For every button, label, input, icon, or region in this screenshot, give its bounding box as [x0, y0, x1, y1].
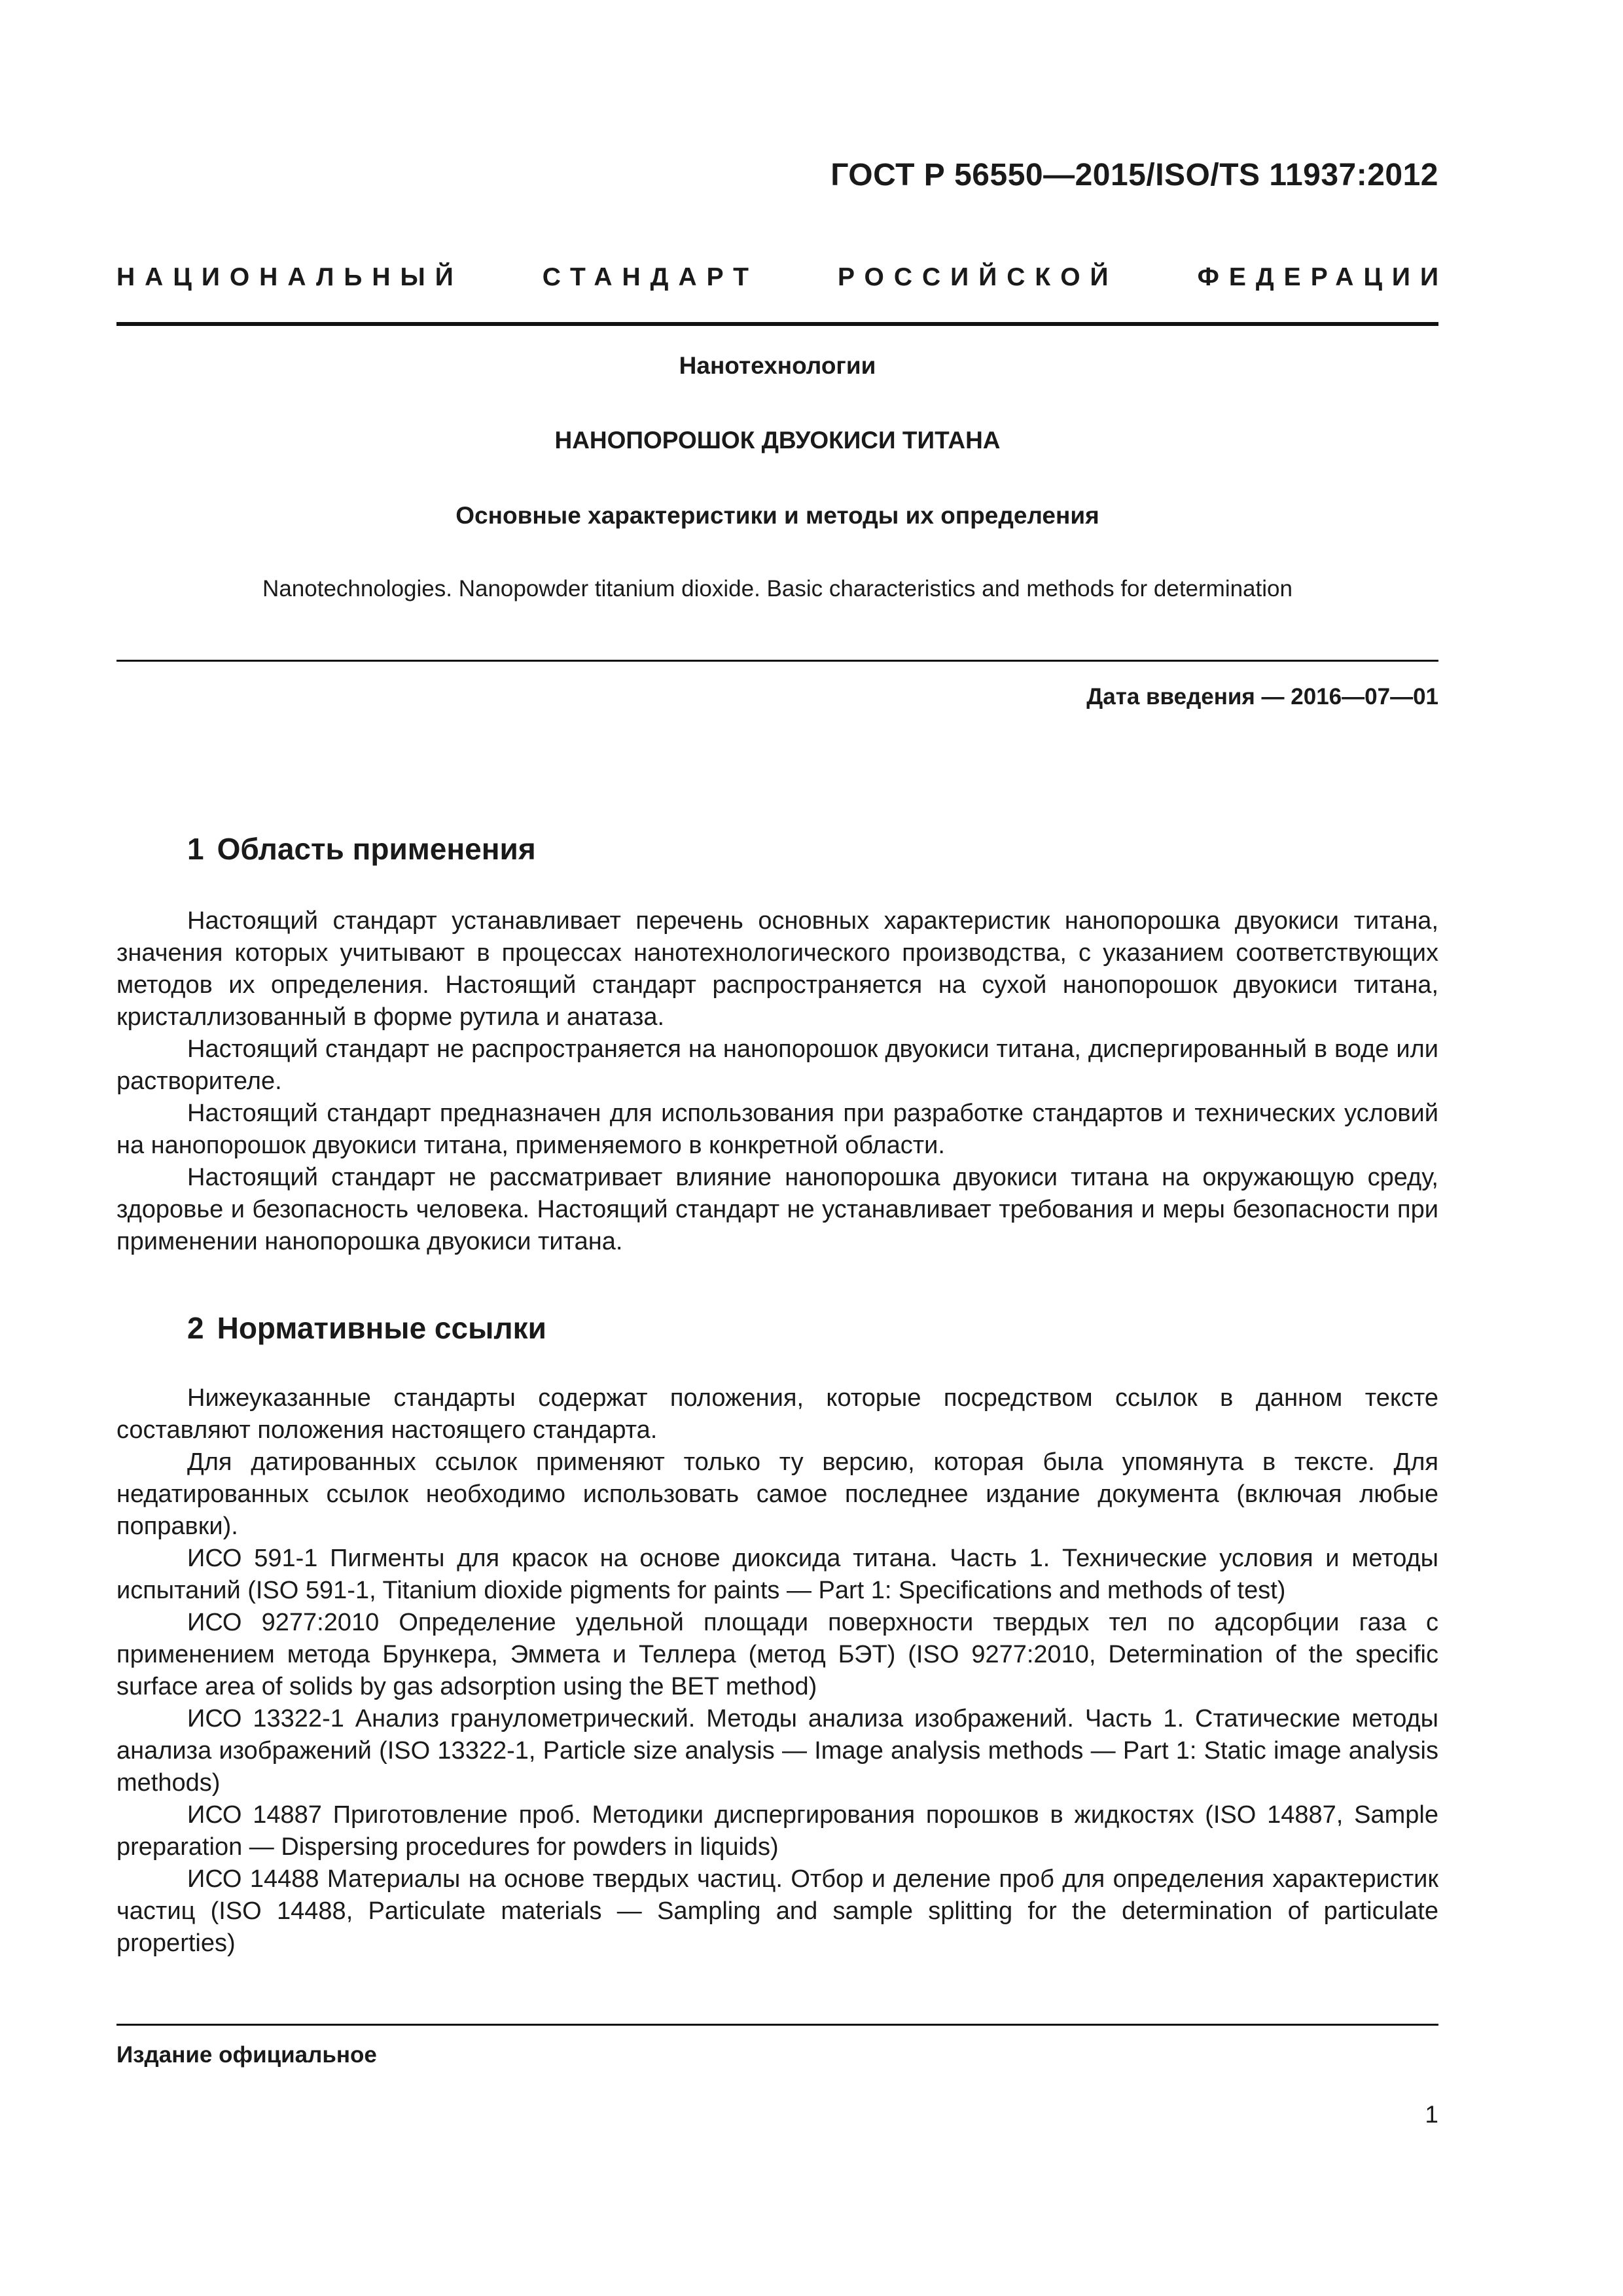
paragraph: Нижеуказанные стандарты содержат положения, которые посредством ссылок в данном тексте составляют положения настоящего стандарта.	[116, 1384, 1438, 1444]
page-number: 1	[1425, 2101, 1438, 2128]
section-heading-scope	[187, 831, 536, 867]
document-subtitle: Основные характеристики и методы их определения	[455, 502, 1099, 529]
reference-item: ИСО 13322-1 Анализ гранулометрический. Методы анализа изображений. Часть 1. Статические методы анализа изображений (ISO 13322-1, Particle size analysis — Image analysis methods — Part 1: Static image analysis methods)	[116, 1705, 1438, 1797]
paragraph: Настоящий стандарт устанавливает перечень основных характеристик нанопорошка двуокиси титана, значения которых учитывают в процессах нанотехнологического производства, с указанием соответствующих методов их определения. Настоящий стандарт распространяется на сухой нанопорошок двуокиси титана, кристаллизованный в форме рутила и анатаза.	[116, 907, 1438, 1031]
section-number: 2	[187, 1311, 204, 1345]
document-title: НАНОПОРОШОК ДВУОКИСИ ТИТАНА	[554, 427, 1001, 454]
paragraph: Настоящий стандарт не рассматривает влияние нанопорошка двуокиси титана на окружающую среду, здоровье и безопасность человека. Настоящий стандарт не устанавливает требования и меры безопасности при применении нанопорошка двуокиси титана.	[116, 1164, 1438, 1255]
section-heading-references	[187, 1310, 546, 1346]
national-word: РОССИЙСКОЙ	[838, 263, 1118, 291]
footer-divider	[116, 2024, 1438, 2026]
paragraph: Для датированных ссылок применяют только ту версию, которая была упомянута в тексте. Для недатированных ссылок необходимо использовать самое последнее издание документа (включая любые поправки).	[116, 1448, 1438, 1540]
section-number: 1	[187, 832, 204, 866]
paragraph: Настоящий стандарт предназначен для использования при разработке стандартов и технических условий на нанопорошок двуокиси титана, применяемого в конкретной области.	[116, 1100, 1438, 1159]
document-title-english: Nanotechnologies. Nanopowder titanium dioxide. Basic characteristics and methods for determination	[262, 576, 1293, 601]
section-body-references	[116, 1382, 1438, 1960]
reference-item: ИСО 591-1 Пигменты для красок на основе диоксида титана. Часть 1. Технические условия и методы испытаний (ISO 591-1, Titanium dioxide pigments for paints — Part 1: Specifications and methods of test)	[116, 1545, 1438, 1604]
reference-item: ИСО 14488 Материалы на основе твердых частиц. Отбор и деление проб для определения характеристик частиц (ISO 14488, Particulate materials — Sampling and sample splitting for the determination of particulate properties)	[116, 1865, 1438, 1957]
gost-number: ГОСТ Р 56550—2015/ISO/TS 11937:2012	[830, 158, 1438, 192]
national-word: СТАНДАРТ	[542, 263, 758, 291]
document-page	[116, 0, 1448, 2296]
effective-date: Дата введения — 2016—07—01	[1086, 684, 1438, 709]
paragraph: Настоящий стандарт не распространяется на нанопорошок двуокиси титана, диспергированный в воде или растворителе.	[116, 1035, 1438, 1095]
section-title: Нормативные ссылки	[217, 1311, 546, 1345]
title-divider	[116, 660, 1438, 662]
national-word: ФЕДЕРАЦИИ	[1197, 263, 1448, 291]
official-edition-label: Издание официальное	[116, 2042, 377, 2068]
header-divider	[116, 322, 1438, 326]
national-standard-header	[116, 263, 1448, 292]
national-word: НАЦИОНАЛЬНЫЙ	[116, 263, 463, 291]
reference-item: ИСО 14887 Приготовление проб. Методики диспергирования порошков в жидкостях (ISO 14887, Sample preparation — Dispersing procedures for powders in liquids)	[116, 1801, 1438, 1861]
section-title: Область применения	[217, 832, 536, 866]
section-body-scope	[116, 905, 1438, 1258]
document-topic: Нанотехнологии	[679, 352, 876, 379]
reference-item: ИСО 9277:2010 Определение удельной площади поверхности твердых тел по адсорбции газа с применением метода Брункера, Эммета и Теллера (метод БЭТ) (ISO 9277:2010, Determination of the specific surface area of solids by gas adsorption using the BET method)	[116, 1609, 1438, 1700]
